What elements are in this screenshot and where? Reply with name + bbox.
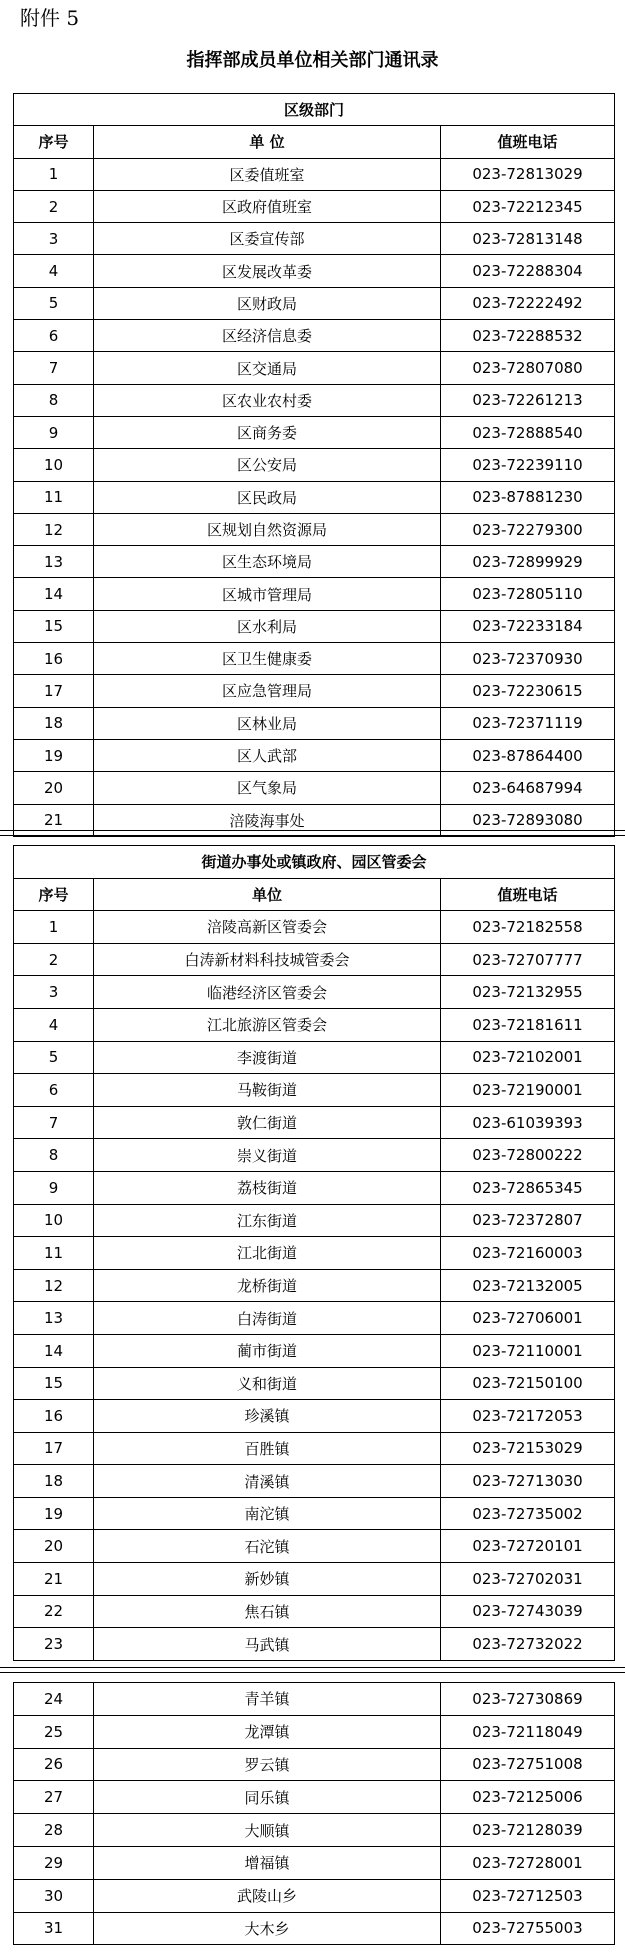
duty-phone: 023-72755003 xyxy=(441,1912,615,1945)
unit-name: 区气象局 xyxy=(94,772,441,804)
unit-name: 区商务委 xyxy=(94,416,441,448)
row-index: 21 xyxy=(14,1563,94,1596)
duty-phone: 023-72279300 xyxy=(441,513,615,545)
row-index: 14 xyxy=(14,578,94,610)
row-index: 23 xyxy=(14,1628,94,1661)
duty-phone: 023-61039393 xyxy=(441,1106,615,1139)
table-row xyxy=(14,1628,615,1661)
unit-name: 区委宣传部 xyxy=(94,223,441,255)
table-row xyxy=(14,1748,615,1781)
duty-phone: 023-72172053 xyxy=(441,1400,615,1433)
column-header-unit: 单 位 xyxy=(94,126,441,158)
duty-phone: 023-72720101 xyxy=(441,1530,615,1563)
page-divider xyxy=(0,830,625,831)
unit-name: 大木乡 xyxy=(94,1912,441,1945)
table-row xyxy=(14,384,615,416)
unit-name: 区经济信息委 xyxy=(94,320,441,352)
duty-phone: 023-72150100 xyxy=(441,1367,615,1400)
row-index: 3 xyxy=(14,223,94,255)
duty-phone: 023-72125006 xyxy=(441,1781,615,1814)
duty-phone: 023-72888540 xyxy=(441,416,615,448)
row-index: 12 xyxy=(14,513,94,545)
duty-phone: 023-72813148 xyxy=(441,223,615,255)
table-row xyxy=(14,1074,615,1107)
district-departments-table xyxy=(13,93,615,837)
table-row xyxy=(14,643,615,675)
unit-name: 区人武部 xyxy=(94,739,441,771)
row-index: 6 xyxy=(14,320,94,352)
unit-name: 白涛街道 xyxy=(94,1302,441,1335)
table-row xyxy=(14,675,615,707)
table-row xyxy=(14,1683,615,1716)
unit-name: 石沱镇 xyxy=(94,1530,441,1563)
table-row xyxy=(14,190,615,222)
column-header-phone: 值班电话 xyxy=(441,878,615,911)
row-index: 3 xyxy=(14,976,94,1009)
row-index: 24 xyxy=(14,1683,94,1716)
row-index: 7 xyxy=(14,1106,94,1139)
duty-phone: 023-72118049 xyxy=(441,1715,615,1748)
unit-name: 涪陵高新区管委会 xyxy=(94,911,441,944)
section-title: 区级部门 xyxy=(14,94,615,126)
duty-phone: 023-87881230 xyxy=(441,481,615,513)
table-row xyxy=(14,513,615,545)
row-index: 18 xyxy=(14,707,94,739)
row-index: 17 xyxy=(14,675,94,707)
unit-name: 区交通局 xyxy=(94,352,441,384)
row-index: 9 xyxy=(14,416,94,448)
row-index: 7 xyxy=(14,352,94,384)
table-row xyxy=(14,707,615,739)
unit-name: 区公安局 xyxy=(94,449,441,481)
unit-name: 区民政局 xyxy=(94,481,441,513)
row-index: 22 xyxy=(14,1595,94,1628)
table-row xyxy=(14,416,615,448)
row-index: 5 xyxy=(14,1041,94,1074)
unit-name: 同乐镇 xyxy=(94,1781,441,1814)
unit-name: 区卫生健康委 xyxy=(94,643,441,675)
row-index: 8 xyxy=(14,1139,94,1172)
duty-phone: 023-72702031 xyxy=(441,1563,615,1596)
unit-name: 江北旅游区管委会 xyxy=(94,1008,441,1041)
unit-name: 区农业农村委 xyxy=(94,384,441,416)
duty-phone: 023-72728001 xyxy=(441,1846,615,1879)
table-row xyxy=(14,352,615,384)
duty-phone: 023-72190001 xyxy=(441,1074,615,1107)
unit-name: 区生态环境局 xyxy=(94,546,441,578)
unit-name: 清溪镇 xyxy=(94,1465,441,1498)
row-index: 13 xyxy=(14,1302,94,1335)
table-row xyxy=(14,449,615,481)
duty-phone: 023-72813029 xyxy=(441,158,615,190)
subdistrict-town-table xyxy=(13,845,615,1661)
row-index: 10 xyxy=(14,449,94,481)
unit-name: 区城市管理局 xyxy=(94,578,441,610)
row-index: 12 xyxy=(14,1269,94,1302)
column-header-phone: 值班电话 xyxy=(441,126,615,158)
duty-phone: 023-72182558 xyxy=(441,911,615,944)
unit-name: 江东街道 xyxy=(94,1204,441,1237)
table-row xyxy=(14,1400,615,1433)
duty-phone: 023-72732022 xyxy=(441,1628,615,1661)
unit-name: 龙桥街道 xyxy=(94,1269,441,1302)
unit-name: 涪陵海事处 xyxy=(94,804,441,836)
duty-phone: 023-72132955 xyxy=(441,976,615,1009)
column-header-index: 序号 xyxy=(14,126,94,158)
row-index: 18 xyxy=(14,1465,94,1498)
unit-name: 区林业局 xyxy=(94,707,441,739)
row-index: 19 xyxy=(14,1497,94,1530)
unit-name: 百胜镇 xyxy=(94,1432,441,1465)
row-index: 16 xyxy=(14,1400,94,1433)
row-index: 10 xyxy=(14,1204,94,1237)
duty-phone: 023-72371119 xyxy=(441,707,615,739)
table-row xyxy=(14,1530,615,1563)
row-index: 20 xyxy=(14,1530,94,1563)
table-row xyxy=(14,223,615,255)
duty-phone: 023-72865345 xyxy=(441,1171,615,1204)
unit-name: 白涛新材料科技城管委会 xyxy=(94,943,441,976)
duty-phone: 023-72160003 xyxy=(441,1237,615,1270)
unit-name: 区政府值班室 xyxy=(94,190,441,222)
table-row xyxy=(14,1879,615,1912)
table-row xyxy=(14,1912,615,1945)
unit-name: 罗云镇 xyxy=(94,1748,441,1781)
row-index: 29 xyxy=(14,1846,94,1879)
duty-phone: 023-72372807 xyxy=(441,1204,615,1237)
duty-phone: 023-72239110 xyxy=(441,449,615,481)
duty-phone: 023-72751008 xyxy=(441,1748,615,1781)
row-index: 9 xyxy=(14,1171,94,1204)
duty-phone: 023-72132005 xyxy=(441,1269,615,1302)
table-row xyxy=(14,911,615,944)
page-divider xyxy=(0,835,625,836)
duty-phone: 023-72713030 xyxy=(441,1465,615,1498)
table-row xyxy=(14,1846,615,1879)
unit-name: 义和街道 xyxy=(94,1367,441,1400)
table-row xyxy=(14,546,615,578)
table-row xyxy=(14,1497,615,1530)
row-index: 5 xyxy=(14,287,94,319)
duty-phone: 023-64687994 xyxy=(441,772,615,804)
duty-phone: 023-72706001 xyxy=(441,1302,615,1335)
duty-phone: 023-72370930 xyxy=(441,643,615,675)
unit-name: 江北街道 xyxy=(94,1237,441,1270)
duty-phone: 023-72743039 xyxy=(441,1595,615,1628)
duty-phone: 023-72233184 xyxy=(441,610,615,642)
table-row xyxy=(14,320,615,352)
row-index: 15 xyxy=(14,610,94,642)
table-row xyxy=(14,1171,615,1204)
unit-name: 增福镇 xyxy=(94,1846,441,1879)
table-row xyxy=(14,1041,615,1074)
row-index: 1 xyxy=(14,911,94,944)
table-row xyxy=(14,976,615,1009)
unit-name: 敦仁街道 xyxy=(94,1106,441,1139)
duty-phone: 023-72102001 xyxy=(441,1041,615,1074)
column-header-unit: 单位 xyxy=(94,878,441,911)
duty-phone: 023-72805110 xyxy=(441,578,615,610)
unit-name: 区财政局 xyxy=(94,287,441,319)
table-row xyxy=(14,1781,615,1814)
duty-phone: 023-72110001 xyxy=(441,1334,615,1367)
row-index: 21 xyxy=(14,804,94,836)
table-row xyxy=(14,772,615,804)
table-row xyxy=(14,804,615,836)
table-row xyxy=(14,255,615,287)
table-row xyxy=(14,1595,615,1628)
duty-phone: 023-72712503 xyxy=(441,1879,615,1912)
duty-phone: 023-72230615 xyxy=(441,675,615,707)
section-title: 街道办事处或镇政府、园区管委会 xyxy=(14,846,615,879)
row-index: 4 xyxy=(14,1008,94,1041)
table-row xyxy=(14,1334,615,1367)
table-row xyxy=(14,610,615,642)
table-row xyxy=(14,1106,615,1139)
unit-name: 荔枝街道 xyxy=(94,1171,441,1204)
duty-phone: 023-72707777 xyxy=(441,943,615,976)
table-row xyxy=(14,1465,615,1498)
table-row xyxy=(14,1367,615,1400)
unit-name: 临港经济区管委会 xyxy=(94,976,441,1009)
table-row xyxy=(14,1237,615,1270)
unit-name: 武陵山乡 xyxy=(94,1879,441,1912)
duty-phone: 023-72212345 xyxy=(441,190,615,222)
unit-name: 大顺镇 xyxy=(94,1814,441,1847)
row-index: 15 xyxy=(14,1367,94,1400)
unit-name: 区应急管理局 xyxy=(94,675,441,707)
table-row xyxy=(14,943,615,976)
row-index: 6 xyxy=(14,1074,94,1107)
subdistrict-town-table-continued xyxy=(13,1682,615,1945)
unit-name: 珍溪镇 xyxy=(94,1400,441,1433)
row-index: 19 xyxy=(14,739,94,771)
duty-phone: 023-72893080 xyxy=(441,804,615,836)
row-index: 16 xyxy=(14,643,94,675)
row-index: 26 xyxy=(14,1748,94,1781)
duty-phone: 023-72261213 xyxy=(441,384,615,416)
page-divider xyxy=(0,1672,625,1673)
unit-name: 新妙镇 xyxy=(94,1563,441,1596)
duty-phone: 023-72153029 xyxy=(441,1432,615,1465)
row-index: 2 xyxy=(14,943,94,976)
table-row xyxy=(14,1139,615,1172)
table-row xyxy=(14,1432,615,1465)
row-index: 4 xyxy=(14,255,94,287)
row-index: 2 xyxy=(14,190,94,222)
row-index: 20 xyxy=(14,772,94,804)
unit-name: 马武镇 xyxy=(94,1628,441,1661)
row-index: 28 xyxy=(14,1814,94,1847)
duty-phone: 023-72730869 xyxy=(441,1683,615,1716)
row-index: 11 xyxy=(14,481,94,513)
duty-phone: 023-72222492 xyxy=(441,287,615,319)
table-row xyxy=(14,1814,615,1847)
document-title: 指挥部成员单位相关部门通讯录 xyxy=(186,50,439,71)
table-row xyxy=(14,1715,615,1748)
row-index: 13 xyxy=(14,546,94,578)
unit-name: 龙潭镇 xyxy=(94,1715,441,1748)
unit-name: 区规划自然资源局 xyxy=(94,513,441,545)
row-index: 14 xyxy=(14,1334,94,1367)
page-divider xyxy=(0,1667,625,1668)
unit-name: 青羊镇 xyxy=(94,1683,441,1716)
table-row xyxy=(14,1008,615,1041)
unit-name: 李渡街道 xyxy=(94,1041,441,1074)
table-row xyxy=(14,1269,615,1302)
duty-phone: 023-72288304 xyxy=(441,255,615,287)
unit-name: 南沱镇 xyxy=(94,1497,441,1530)
unit-name: 区委值班室 xyxy=(94,158,441,190)
table-row xyxy=(14,1563,615,1596)
unit-name: 马鞍街道 xyxy=(94,1074,441,1107)
duty-phone: 023-72735002 xyxy=(441,1497,615,1530)
table-row xyxy=(14,739,615,771)
table-row xyxy=(14,1204,615,1237)
row-index: 11 xyxy=(14,1237,94,1270)
duty-phone: 023-72807080 xyxy=(441,352,615,384)
unit-name: 区水利局 xyxy=(94,610,441,642)
row-index: 8 xyxy=(14,384,94,416)
table-row xyxy=(14,1302,615,1335)
row-index: 25 xyxy=(14,1715,94,1748)
table-row xyxy=(14,287,615,319)
table-row xyxy=(14,578,615,610)
unit-name: 蔺市街道 xyxy=(94,1334,441,1367)
row-index: 1 xyxy=(14,158,94,190)
unit-name: 区发展改革委 xyxy=(94,255,441,287)
column-header-index: 序号 xyxy=(14,878,94,911)
duty-phone: 023-72288532 xyxy=(441,320,615,352)
duty-phone: 023-72128039 xyxy=(441,1814,615,1847)
duty-phone: 023-87864400 xyxy=(441,739,615,771)
table-row xyxy=(14,158,615,190)
unit-name: 崇义街道 xyxy=(94,1139,441,1172)
duty-phone: 023-72181611 xyxy=(441,1008,615,1041)
row-index: 31 xyxy=(14,1912,94,1945)
row-index: 27 xyxy=(14,1781,94,1814)
attachment-label: 附件 5 xyxy=(20,6,80,30)
duty-phone: 023-72899929 xyxy=(441,546,615,578)
duty-phone: 023-72800222 xyxy=(441,1139,615,1172)
row-index: 17 xyxy=(14,1432,94,1465)
table-row xyxy=(14,481,615,513)
row-index: 30 xyxy=(14,1879,94,1912)
unit-name: 焦石镇 xyxy=(94,1595,441,1628)
